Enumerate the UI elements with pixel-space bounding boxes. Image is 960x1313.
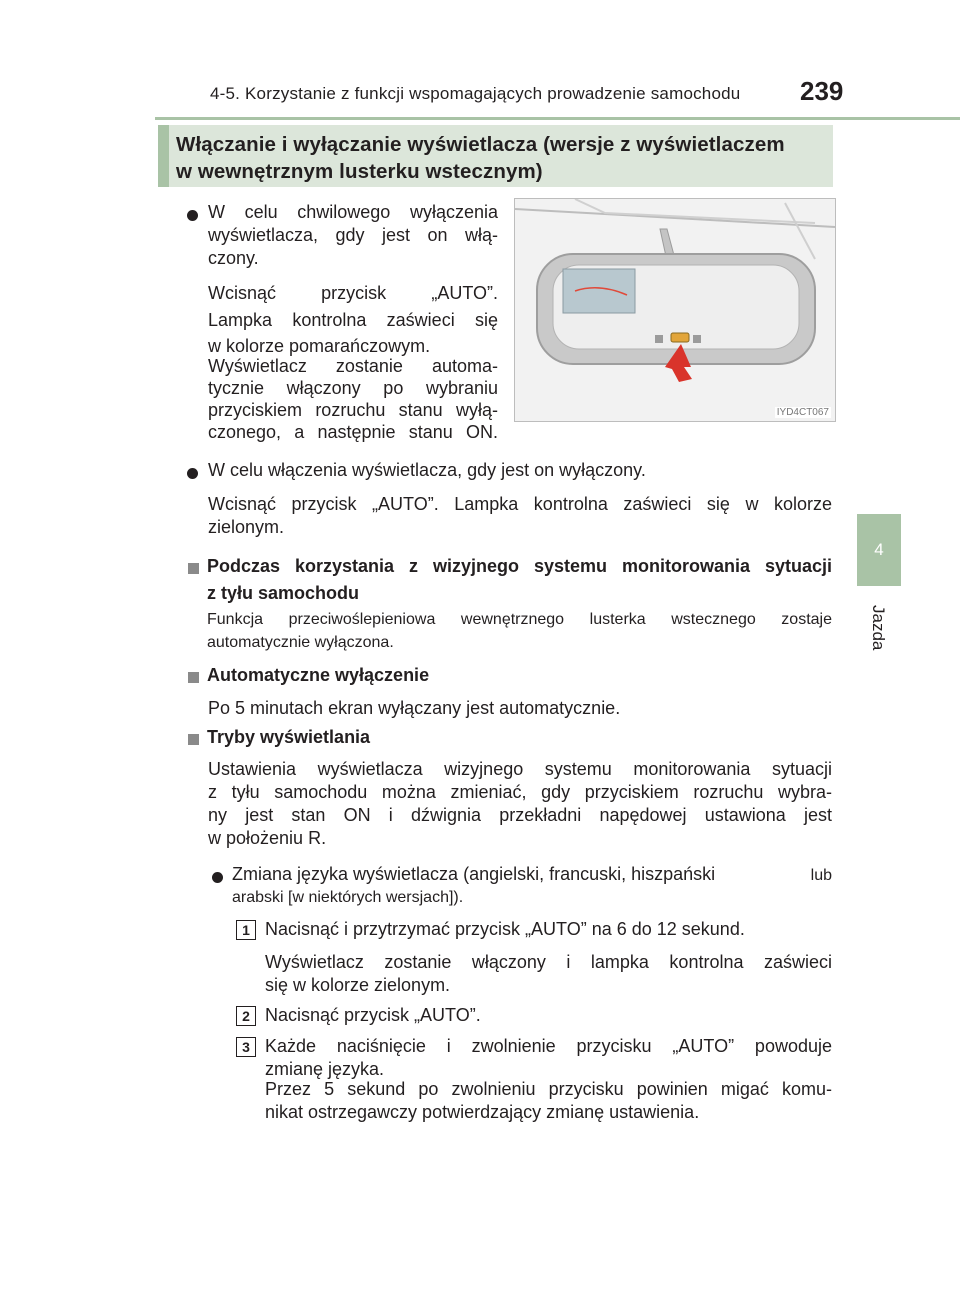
step-number: 2 xyxy=(236,1006,256,1026)
bullet2-instruction: zielonym. xyxy=(208,517,285,537)
sub-bullet-small: lub xyxy=(810,867,832,884)
bullet1-line: wyświetlacza, gdy jest on włą- xyxy=(208,225,498,245)
bullet1-line: W celu chwilowego wyłączenia xyxy=(208,202,498,222)
bullet2-text: W celu włączenia wyświetlacza, gdy jest on wyłączony. xyxy=(208,460,646,480)
bullet1-instruction: Wcisnąć przycisk „AUTO”. xyxy=(208,283,498,303)
sub-bullet-line1 xyxy=(232,863,832,887)
rearview-mirror-icon xyxy=(515,199,835,421)
step-text: zmianę języka. xyxy=(265,1059,385,1079)
section-title-line1: Włączanie i wyłączanie wyświetlacza (wersje z wyświetlaczem xyxy=(176,133,785,156)
bullet-icon xyxy=(212,872,223,883)
note-body: Po 5 minutach ekran wyłączany jest automatycznie. xyxy=(208,698,621,718)
chapter-tab-number: 4 xyxy=(874,540,884,559)
note-heading: z tyłu samochodu xyxy=(207,583,360,603)
step-text: Nacisnąć przycisk „AUTO”. xyxy=(265,1005,481,1025)
bullet1-line: czony. xyxy=(208,248,259,268)
square-marker-icon xyxy=(188,734,199,745)
note-body: w położeniu R. xyxy=(208,828,327,848)
note-body: z tyłu samochodu można zmieniać, gdy przyciskiem rozruchu wybra- xyxy=(208,782,832,802)
bullet1-instruction: w kolorze pomarańczowym. xyxy=(208,336,431,356)
bullet1-note: przyciskiem rozruchu stanu wyłą- xyxy=(208,400,498,420)
section-title-line2: w wewnętrznym lusterku wstecznym) xyxy=(176,160,543,183)
bullet-icon xyxy=(187,468,198,479)
step-note: Wyświetlacz zostanie włączony i lampka kontrolna zaświeci xyxy=(265,952,832,972)
section-heading xyxy=(158,125,833,187)
note-body: ny jest stan ON i dźwignia przekładni napędowej ustawiona jest xyxy=(208,805,832,825)
note-body: automatycznie wyłączona. xyxy=(207,634,394,651)
page-number: 239 xyxy=(800,76,844,106)
step-note: się w kolorze zielonym. xyxy=(265,975,451,995)
note-heading: Tryby wyświetlania xyxy=(207,727,371,747)
step-number: 1 xyxy=(236,920,256,940)
chapter-title: 4-5. Korzystanie z funkcji wspomagających prowadzenie samochodu xyxy=(210,84,741,103)
step-number: 3 xyxy=(236,1037,256,1057)
step-note: nikat ostrzegawczy potwierdzający zmianę ustawienia. xyxy=(265,1102,700,1122)
chapter-tab-label: Jazda xyxy=(869,605,888,651)
bullet1-note: tycznie włączony po wybraniu xyxy=(208,378,498,398)
note-body: Ustawienia wyświetlacza wizyjnego systemu monitorowania sytuacji xyxy=(208,759,832,779)
figure-code: IYD4CT067 xyxy=(776,407,829,418)
bullet1-note: czonego, a następnie stanu ON. xyxy=(208,422,498,442)
step-text: Każde naciśnięcie i zwolnienie przycisku „AUTO” powoduje xyxy=(265,1036,832,1056)
sub-bullet-line2: arabski [w niektórych wersjach]). xyxy=(232,889,464,906)
bullet-icon xyxy=(187,210,198,221)
square-marker-icon xyxy=(188,563,199,574)
note-body: Funkcja przeciwoślepieniowa wewnętrznego lusterka wstecznego zostaje xyxy=(207,611,832,628)
note-heading: Automatyczne wyłączenie xyxy=(207,665,430,685)
step-note: Przez 5 sekund po zwolnieniu przycisku powinien migać komu- xyxy=(265,1079,832,1099)
mirror-illustration xyxy=(514,198,836,422)
sub-bullet-main: Zmiana języka wyświetlacza (angielski, francuski, hiszpański xyxy=(232,864,716,884)
note-heading: Podczas korzystania z wizyjnego systemu monitorowania sytuacji xyxy=(207,556,832,576)
bullet2-instruction: Wcisnąć przycisk „AUTO”. Lampka kontrolna zaświeci się w kolorze xyxy=(208,494,832,514)
bullet1-instruction: Lampka kontrolna zaświeci się xyxy=(208,310,498,330)
bullet1-note: Wyświetlacz zostanie automa- xyxy=(208,356,498,376)
step-text: Nacisnąć i przytrzymać przycisk „AUTO” na 6 do 12 sekund. xyxy=(265,919,745,939)
chapter-tab xyxy=(857,514,901,586)
square-marker-icon xyxy=(188,672,199,683)
header-rule xyxy=(155,117,960,120)
